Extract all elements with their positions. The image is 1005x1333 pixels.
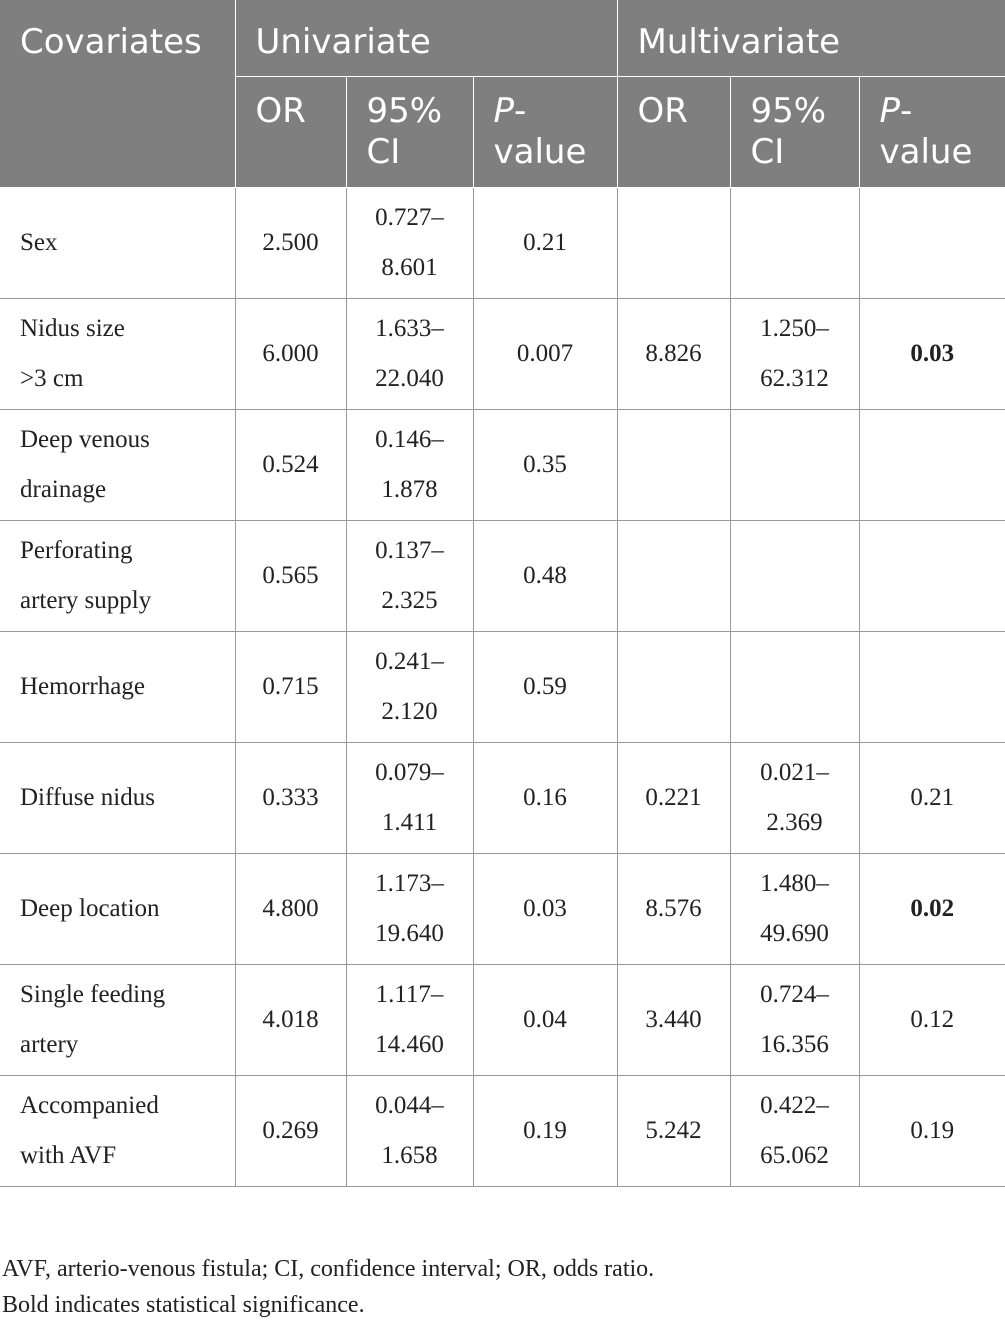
multi-ci-cell: [730, 187, 859, 298]
covariate-cell: [0, 742, 235, 853]
header-or-text: OR: [637, 90, 688, 131]
multi-p-cell: 0.12: [859, 964, 1005, 1075]
covariate-cell: [0, 409, 235, 520]
uni-p-cell: 0.19: [473, 1075, 617, 1186]
multi-or-cell: 0.221: [617, 742, 730, 853]
multi-p-cell: [859, 409, 1005, 520]
ci-line: 8.601: [381, 253, 438, 281]
multi-or-cell: [617, 631, 730, 742]
covariate-line: Deep venous: [20, 425, 150, 453]
covariate-line: Single feeding: [20, 980, 166, 1008]
uni-or-cell: 4.800: [235, 853, 346, 964]
header-p-italic: P: [493, 90, 515, 131]
multi-or-cell: 3.440: [617, 964, 730, 1075]
multi-or-cell: 8.826: [617, 298, 730, 409]
footnote-abbreviations: AVF, arterio-venous fistula; CI, confidence interval; OR, odds ratio.: [2, 1256, 655, 1282]
uni-or-cell: 4.018: [235, 964, 346, 1075]
uni-p-cell: 0.59: [473, 631, 617, 742]
uni-p-cell: 0.35: [473, 409, 617, 520]
ci-line: 1.878: [381, 475, 438, 503]
covariate-cell: [0, 298, 235, 409]
uni-p-cell: 0.007: [473, 298, 617, 409]
table-row: [0, 187, 1005, 298]
ci-line: 0.137–: [375, 536, 444, 564]
multi-p-cell: 0.19: [859, 1075, 1005, 1186]
header-covariates: Covariates: [0, 0, 235, 187]
uni-p-cell: 0.21: [473, 187, 617, 298]
table-body: [0, 187, 1005, 1186]
ci-line: 1.411: [381, 808, 438, 836]
header-multi-or: [617, 76, 730, 187]
ci-line: 1.250–: [760, 314, 829, 342]
multi-or-cell: 5.242: [617, 1075, 730, 1186]
ci-line: 62.312: [760, 364, 829, 392]
header-p-dash: -: [514, 90, 527, 131]
table-row: [0, 853, 1005, 964]
header-uni-p: [473, 76, 617, 187]
covariate-line: Perforating: [20, 536, 133, 564]
uni-or-cell: 0.524: [235, 409, 346, 520]
ci-line: 1.658: [381, 1141, 438, 1169]
covariate-line: Nidus size: [20, 314, 125, 342]
ci-line: 16.356: [760, 1030, 829, 1058]
covariate-cell: [0, 520, 235, 631]
uni-p-cell: 0.16: [473, 742, 617, 853]
uni-ci-cell: [346, 298, 473, 409]
multi-ci-cell: [730, 409, 859, 520]
multi-or-cell: [617, 187, 730, 298]
ci-line: 0.146–: [375, 425, 444, 453]
uni-or-cell: 6.000: [235, 298, 346, 409]
ci-line: 19.640: [375, 919, 444, 947]
uni-or-cell: 0.333: [235, 742, 346, 853]
ci-line: 22.040: [375, 364, 444, 392]
table-footnotes: [2, 1251, 654, 1323]
multi-or-cell: 8.576: [617, 853, 730, 964]
covariate-line: with AVF: [20, 1141, 117, 1169]
multi-ci-cell: [730, 520, 859, 631]
header-multi-p: [859, 76, 1005, 187]
multi-ci-cell: [730, 1075, 859, 1186]
uni-ci-cell: [346, 853, 473, 964]
covariate-line: Hemorrhage: [20, 672, 145, 700]
header-p-value: value: [879, 131, 973, 172]
ci-line: 14.460: [375, 1030, 444, 1058]
covariate-line: artery: [20, 1030, 79, 1058]
ci-line: 1.633–: [375, 314, 444, 342]
multi-p-cell: [859, 631, 1005, 742]
uni-ci-cell: [346, 1075, 473, 1186]
header-p-value: value: [493, 131, 587, 172]
ci-line: 0.724–: [760, 980, 829, 1008]
table-row: [0, 520, 1005, 631]
header-univariate: Univariate: [235, 0, 617, 76]
ci-line: 2.120: [381, 697, 438, 725]
table-row: [0, 298, 1005, 409]
uni-ci-cell: [346, 187, 473, 298]
multi-or-cell: [617, 520, 730, 631]
header-uni-or: [235, 76, 346, 187]
covariate-line: Deep location: [20, 894, 160, 922]
uni-or-cell: 0.715: [235, 631, 346, 742]
header-row-groups: [0, 0, 1005, 76]
multi-ci-cell: [730, 964, 859, 1075]
multi-p-cell: [859, 520, 1005, 631]
ci-line: 0.021–: [760, 758, 829, 786]
ci-line: 0.044–: [375, 1091, 444, 1119]
header-ci-line2: CI: [366, 131, 401, 172]
header-multi-ci: [730, 76, 859, 187]
header-multivariate: Multivariate: [617, 0, 1005, 76]
table-row: [0, 1075, 1005, 1186]
table-row: [0, 631, 1005, 742]
uni-ci-cell: [346, 631, 473, 742]
covariate-line: artery supply: [20, 586, 152, 614]
multi-p-cell: 0.03: [859, 298, 1005, 409]
ci-line: 0.422–: [760, 1091, 829, 1119]
covariate-line: >3 cm: [20, 364, 84, 392]
ci-line: 1.480–: [760, 869, 829, 897]
uni-p-cell: 0.03: [473, 853, 617, 964]
ci-line: 2.369: [766, 808, 823, 836]
header-p-dash: -: [900, 90, 913, 131]
header-p-italic: P: [879, 90, 901, 131]
multi-ci-cell: [730, 631, 859, 742]
header-ci-line1: 95%: [750, 90, 827, 131]
multi-p-cell: 0.21: [859, 742, 1005, 853]
ci-line: 0.241–: [375, 647, 444, 675]
uni-p-cell: 0.48: [473, 520, 617, 631]
footnote-significance: Bold indicates statistical significance.: [2, 1292, 365, 1318]
covariate-cell: [0, 187, 235, 298]
uni-or-cell: 2.500: [235, 187, 346, 298]
uni-ci-cell: [346, 520, 473, 631]
covariate-cell: [0, 1075, 235, 1186]
covariate-cell: [0, 631, 235, 742]
header-uni-ci: [346, 76, 473, 187]
ci-line: 0.727–: [375, 203, 444, 231]
ci-line: 0.079–: [375, 758, 444, 786]
uni-ci-cell: [346, 409, 473, 520]
table-header: [0, 0, 1005, 187]
ci-line: 49.690: [760, 919, 829, 947]
header-ci-line1: 95%: [366, 90, 443, 131]
table-row: [0, 964, 1005, 1075]
multi-or-cell: [617, 409, 730, 520]
covariate-line: Diffuse nidus: [20, 783, 155, 811]
covariate-cell: [0, 853, 235, 964]
uni-ci-cell: [346, 742, 473, 853]
multi-ci-cell: [730, 298, 859, 409]
header-or-text: OR: [255, 90, 306, 131]
multi-p-cell: [859, 187, 1005, 298]
ci-line: 2.325: [381, 586, 438, 614]
uni-or-cell: 0.269: [235, 1075, 346, 1186]
table-row: [0, 742, 1005, 853]
covariate-line: Accompanied: [20, 1091, 159, 1119]
ci-line: 1.117–: [375, 980, 444, 1008]
uni-p-cell: 0.04: [473, 964, 617, 1075]
covariate-line: Sex: [20, 228, 58, 256]
uni-or-cell: 0.565: [235, 520, 346, 631]
header-ci-line2: CI: [750, 131, 785, 172]
ci-line: 65.062: [760, 1141, 829, 1169]
multi-ci-cell: [730, 853, 859, 964]
uni-ci-cell: [346, 964, 473, 1075]
covariate-cell: [0, 964, 235, 1075]
ci-line: 1.173–: [375, 869, 444, 897]
multi-ci-cell: [730, 742, 859, 853]
covariate-line: drainage: [20, 475, 107, 503]
multi-p-cell: 0.02: [859, 853, 1005, 964]
table-row: [0, 409, 1005, 520]
